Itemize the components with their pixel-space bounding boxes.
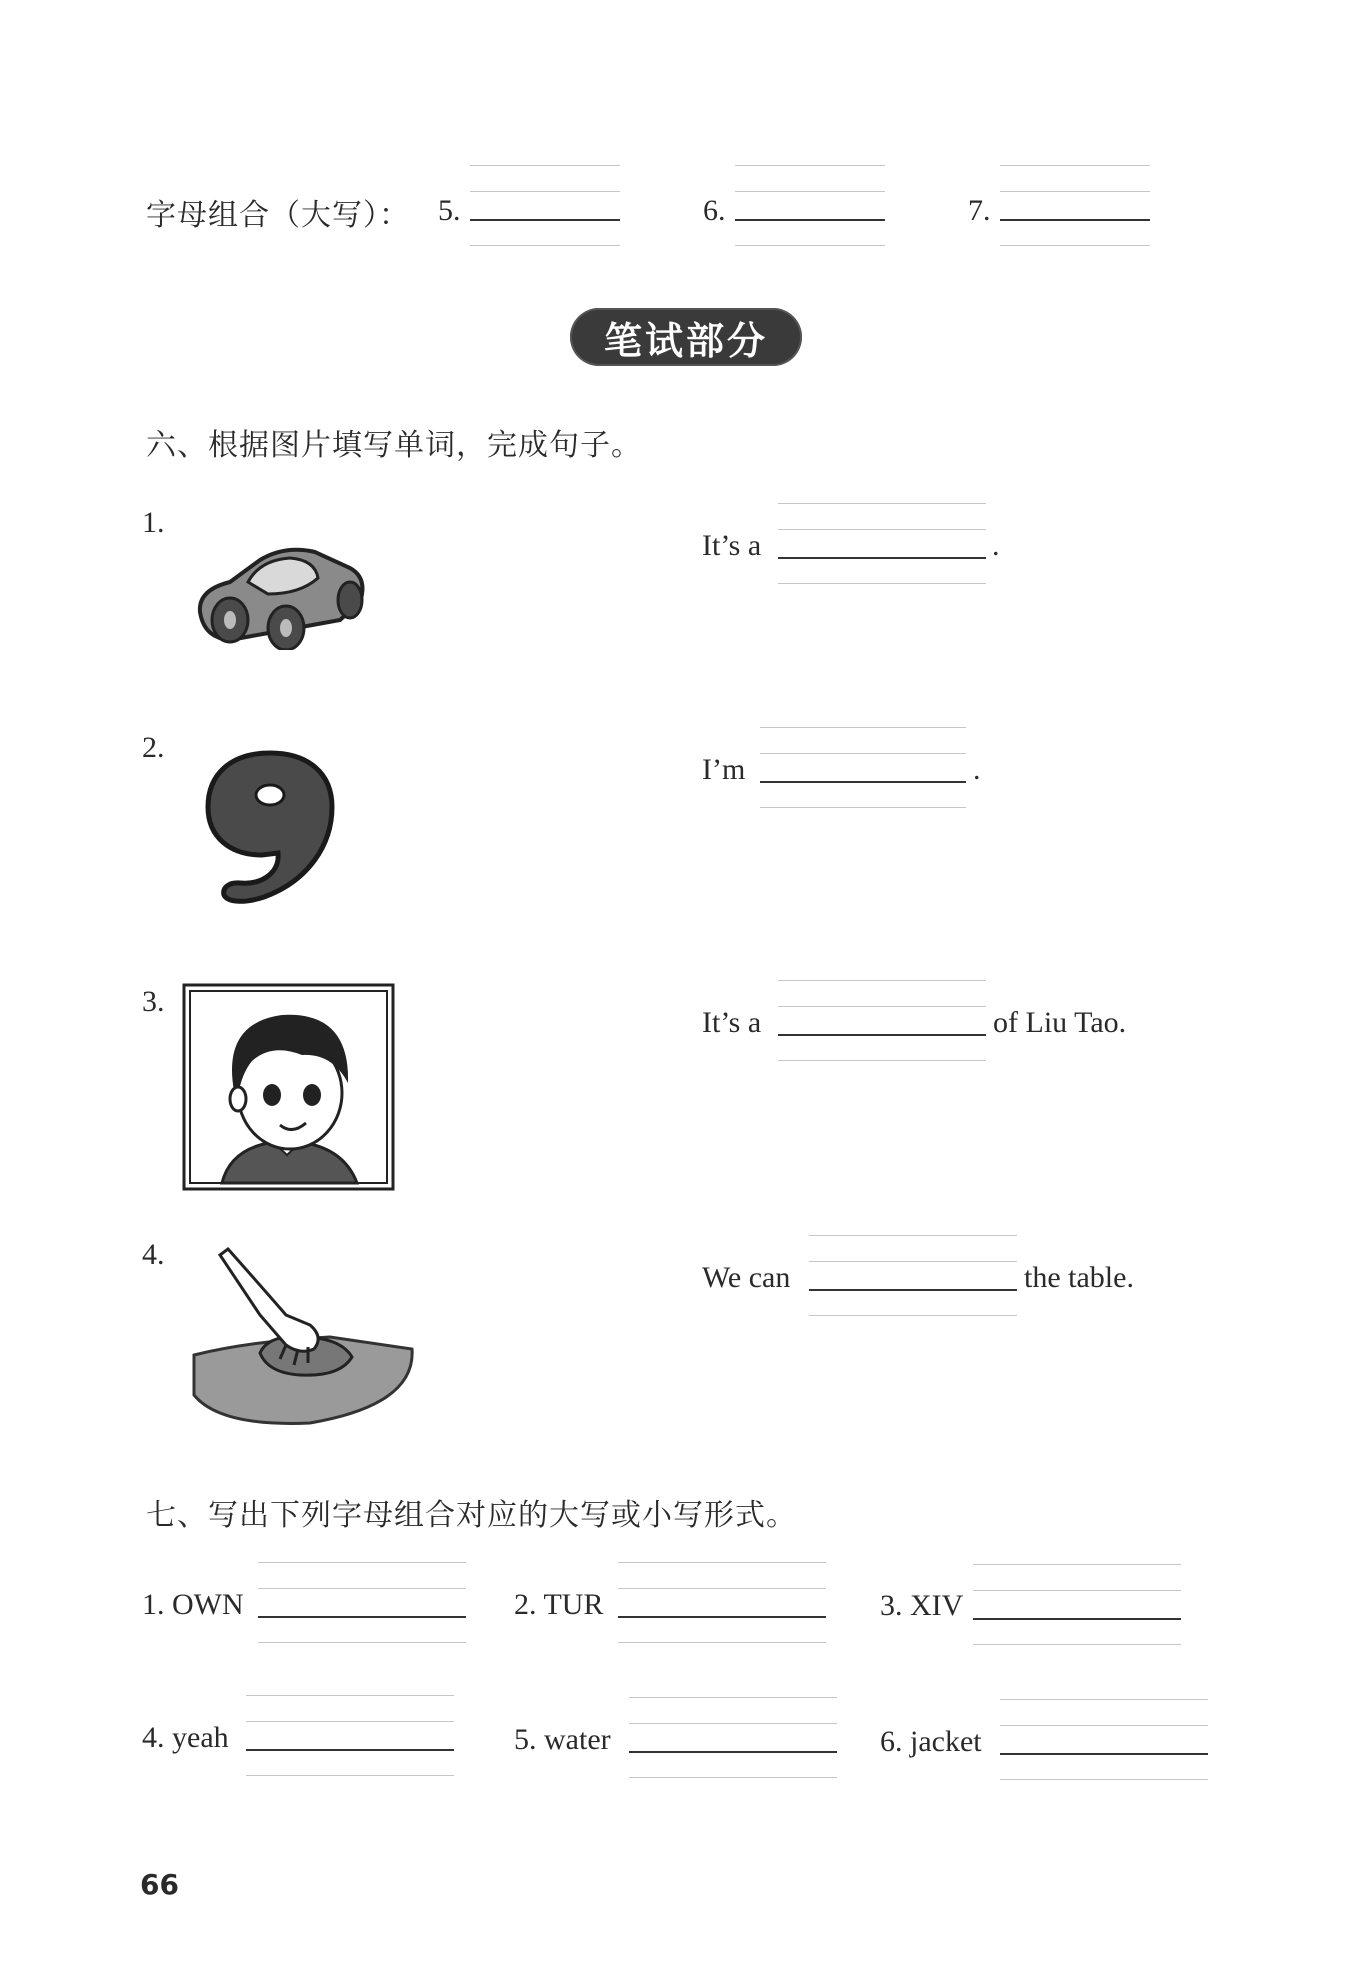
section7-title: 七、写出下列字母组合对应的大写或小写形式。 — [146, 1498, 797, 1533]
q1-post-text: . — [992, 529, 1000, 562]
s7-item-5-blank[interactable] — [629, 1697, 837, 1777]
s7-item-3-label: 3. XIV — [880, 1589, 964, 1622]
q2-number: 2. — [142, 731, 165, 764]
q4-post-text: the table. — [1024, 1261, 1134, 1294]
s7-item-2-label: 2. TUR — [514, 1588, 604, 1621]
s7-item-3-blank[interactable] — [973, 1564, 1181, 1644]
s7-item-1-label: 1. OWN — [142, 1588, 244, 1621]
s7-item-6-blank[interactable] — [1000, 1699, 1208, 1779]
s7-item-4-blank[interactable] — [246, 1695, 454, 1775]
s7-item-2-blank[interactable] — [618, 1562, 826, 1642]
section-banner: 笔试部分 — [570, 308, 802, 366]
q1-answer-blank[interactable] — [778, 503, 986, 583]
q3-post-text: of Liu Tao. — [993, 1006, 1127, 1039]
s7-item-4-label: 4. yeah — [142, 1721, 229, 1754]
q1-number: 1. — [142, 506, 165, 539]
toy-car-icon — [190, 520, 370, 650]
top-item-6-label: 6. — [703, 194, 726, 227]
top-item-6-blank[interactable] — [735, 165, 885, 245]
q1-pre-text: It’s a — [702, 529, 762, 562]
q3-answer-blank[interactable] — [778, 980, 986, 1060]
number-nine-icon — [200, 745, 340, 905]
top-item-5-blank[interactable] — [470, 165, 620, 245]
q4-number: 4. — [142, 1238, 165, 1271]
section6-title: 六、根据图片填写单词，完成句子。 — [146, 428, 642, 463]
q3-pre-text: It’s a — [702, 1006, 762, 1039]
top-item-5-label: 5. — [438, 194, 461, 227]
s7-item-6-label: 6. jacket — [880, 1725, 982, 1758]
page-number: 66 — [140, 1868, 179, 1901]
q2-answer-blank[interactable] — [760, 727, 966, 807]
q4-pre-text: We can — [702, 1261, 791, 1294]
top-row-label: 字母组合（大写）： — [146, 198, 410, 233]
q2-pre-text: I’m — [702, 753, 746, 786]
hand-wiping-icon — [190, 1245, 420, 1430]
s7-item-1-blank[interactable] — [258, 1562, 466, 1642]
top-item-7-blank[interactable] — [1000, 165, 1150, 245]
top-item-7-label: 7. — [968, 194, 991, 227]
boy-portrait-icon — [182, 983, 395, 1191]
q4-answer-blank[interactable] — [809, 1235, 1017, 1315]
q3-number: 3. — [142, 985, 165, 1018]
q2-post-text: . — [973, 753, 981, 786]
s7-item-5-label: 5. water — [514, 1723, 611, 1756]
